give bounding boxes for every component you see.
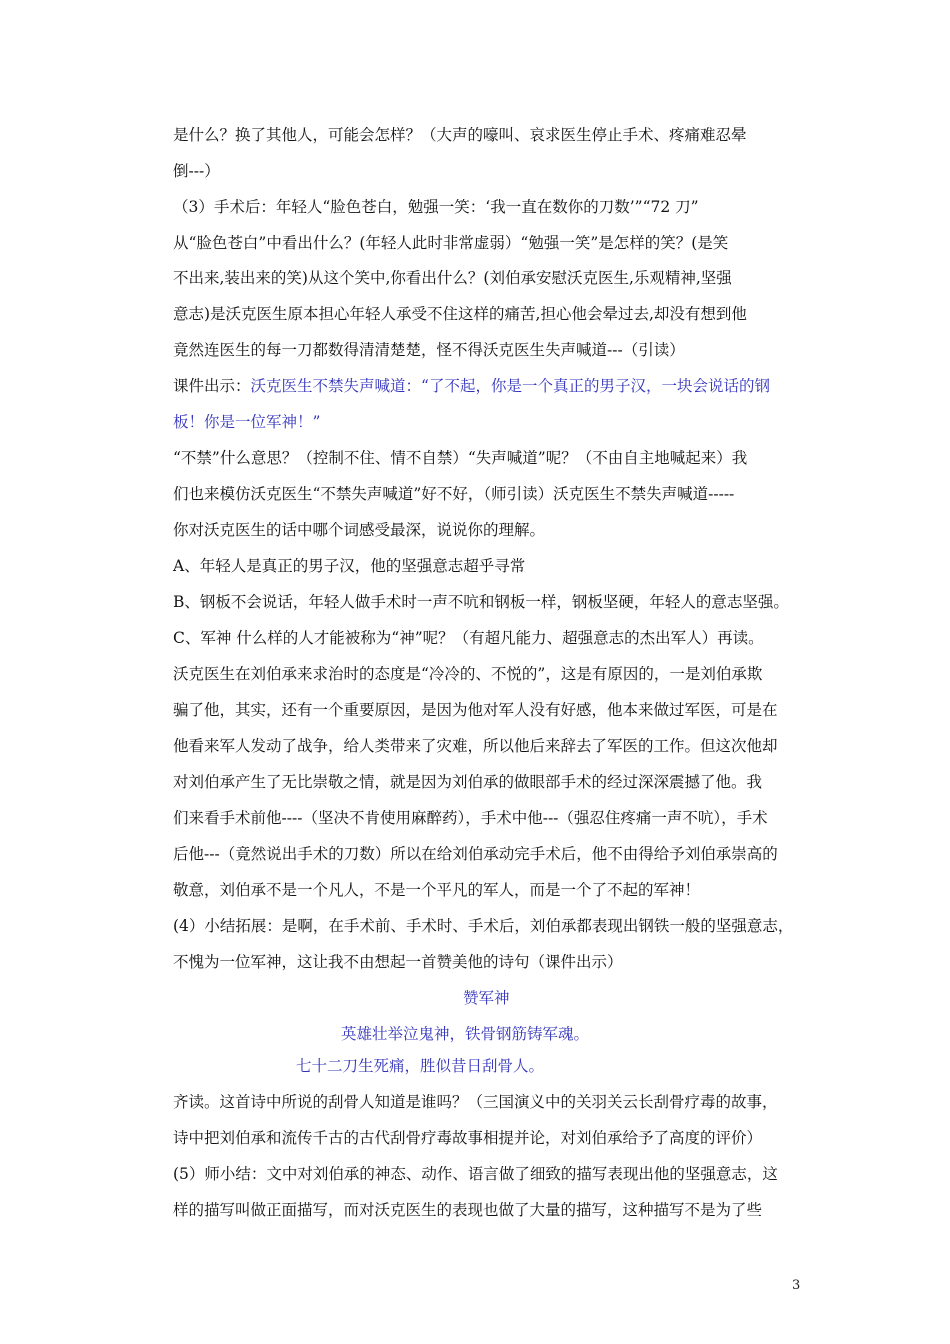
text-line: 对刘伯承产生了无比崇敬之情，就是因为刘伯承的做眼部手术的经过深深震撼了他。我 — [173, 773, 763, 791]
text-line: 们来看手术前他----（坚决不肯使用麻醉药），手术中他---（强忍住疼痛一声不吭），手术 — [173, 809, 768, 827]
text-line: 敬意，刘伯承不是一个凡人，不是一个平凡的军人，而是一个了不起的军神！ — [173, 881, 701, 899]
text-line: A、年轻人是真正的男子汉，他的坚强意志超乎寻常 — [173, 557, 526, 575]
quoted-text: 沃克医生不禁失声喊道：“了不起，你是一个真正的男子汉，一块会说话的钢 — [250, 377, 770, 395]
text-line: 后他---（竟然说出手术的刀数）所以在给刘伯承动完手术后，他不由得给予刘伯承崇高的 — [173, 845, 778, 863]
poem-title: 赞军神 — [463, 989, 510, 1007]
text-line: 沃克医生在刘伯承来求治时的态度是“冷冷的、不悦的”，这是有原因的，一是刘伯承欺 — [173, 665, 763, 683]
text-line: 他看来军人发动了战争，给人类带来了灾难，所以他后来辞去了军医的工作。但这次他却 — [173, 737, 778, 755]
text-line: B、钢板不会说话，年轻人做手术时一声不吭和钢板一样，钢板坚硬，年轻人的意志坚强。 — [173, 593, 789, 611]
poem-line: 七十二刀生死痛，胜似昔日刮骨人。 — [296, 1057, 545, 1075]
text-line: 骗了他，其实，还有一个重要原因，是因为他对军人没有好感，他本来做过军医，可是在 — [173, 701, 778, 719]
text-line — [173, 376, 813, 396]
text-line: 竟然连医生的每一刀都数得清清楚楚，怪不得沃克医生失声喊道---（引读） — [173, 341, 685, 359]
text-line: （3）手术后：年轻人“脸色苍白，勉强一笑：‘我一直在数你的刀数’”“72 刀” — [173, 198, 699, 216]
poem-line: 英雄壮举泣鬼神，铁骨钢筋铸军魂。 — [341, 1025, 590, 1043]
quoted-text: 板！你是一位军神！” — [173, 413, 321, 431]
text-line: (5）师小结：文中对刘伯承的神态、动作、语言做了细致的描写表现出他的坚强意志，这 — [173, 1165, 778, 1183]
text-line: 从“脸色苍白”中看出什么？(年轻人此时非常虚弱）“勉强一笑”是怎样的笑？(是笑 — [173, 234, 729, 252]
text-line: 倒---） — [173, 162, 220, 180]
text-line: 诗中把刘伯承和流传千古的古代刮骨疗毒故事相提并论，对刘伯承给予了高度的评价） — [173, 1129, 763, 1147]
text-line: 不愧为一位军神，这让我不由想起一首赞美他的诗句（课件出示） — [173, 953, 623, 971]
page-number: 3 — [792, 1278, 801, 1293]
text-line: 意志)是沃克医生原本担心年轻人承受不住这样的痛苦,担心他会晕过去,却没有想到他 — [173, 305, 747, 323]
text-line: (4）小结拓展：是啊，在手术前、手术时、手术后，刘伯承都表现出钢铁一般的坚强意志， — [173, 917, 794, 935]
text-line: 们也来模仿沃克医生“不禁失声喊道”好不好，（师引读）沃克医生不禁失声喊道----- — [173, 485, 735, 503]
text-line: 是什么？换了其他人，可能会怎样？（大声的嚎叫、哀求医生停止手术、疼痛难忍晕 — [173, 126, 747, 144]
text-line: 齐读。这首诗中所说的刮骨人知道是谁吗？（三国演义中的关羽关云长刮骨疗毒的故事， — [173, 1093, 778, 1111]
text-line: 样的描写叫做正面描写，而对沃克医生的表现也做了大量的描写，这种描写不是为了些 — [173, 1201, 763, 1219]
text-line: C、军神 什么样的人才能被称为“神”呢？（有超凡能力、超强意志的杰出军人）再读。 — [173, 629, 764, 647]
text-line: 你对沃克医生的话中哪个词感受最深，说说你的理解。 — [173, 521, 546, 539]
courseware-label: 课件出示： — [173, 377, 251, 395]
text-line: 不出来,装出来的笑)从这个笑中,你看出什么？(刘伯承安慰沃克医生,乐观精神,坚强 — [173, 269, 732, 287]
text-line: “不禁”什么意思？（控制不住、情不自禁）“失声喊道”呢？（不由自主地喊起来）我 — [173, 449, 748, 467]
